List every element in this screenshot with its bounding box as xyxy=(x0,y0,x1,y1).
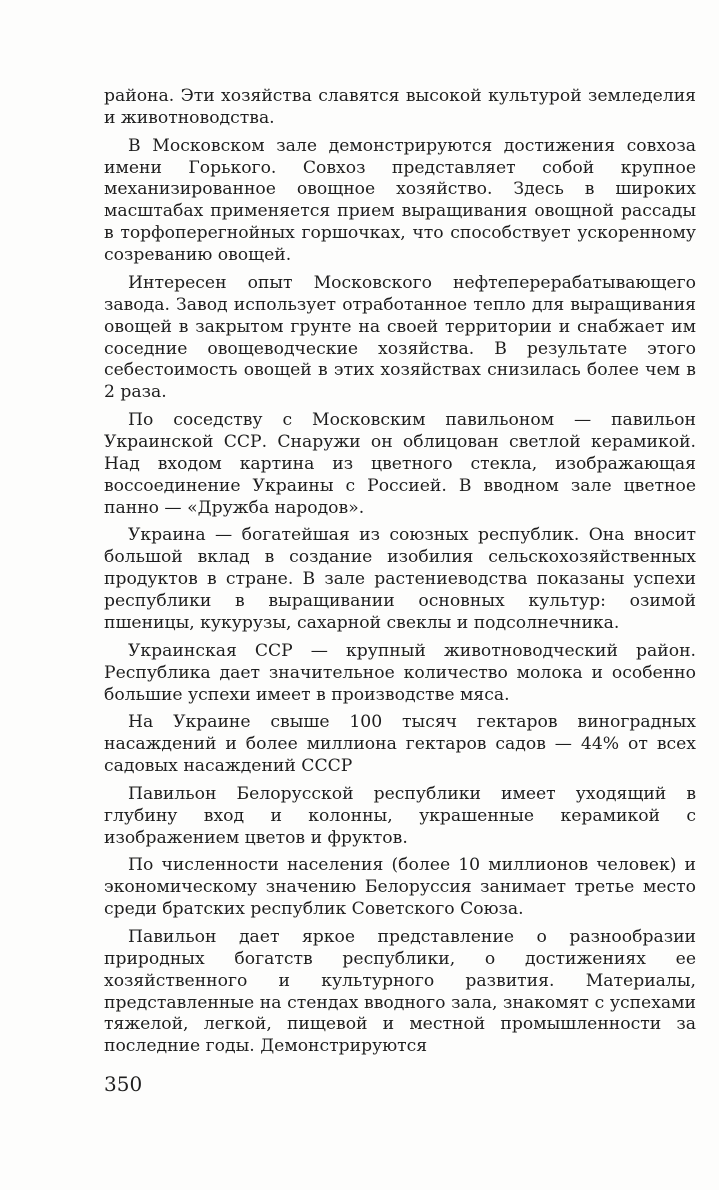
paragraph-5: Украина — богатейшая из союзных республик. Она вносит большой вклад в создание изобилия сельскохозяйственных продуктов в стране. В зале растениеводства показаны успехи республики в выращивании основных культур: озимой пшеницы, кукурузы, сахарной свеклы и подсолнечника. xyxy=(104,525,696,634)
page-number: 350 xyxy=(104,1072,143,1096)
paragraph-9: По численности населения (более 10 миллионов человек) и экономическому значению Белоруссия занимает третье место среди братских республик Советского Союза. xyxy=(104,855,696,920)
paragraph-4: По соседству с Московским павильоном — павильон Украинской ССР. Снаружи он облицован светлой керамикой. Над входом картина из цветного стекла, изображающая воссоединение Украины с Россией. В вводном зале цветное панно — «Дружба народов». xyxy=(104,410,696,518)
paragraph-2: В Московском зале демонстрируются достижения совхоза имени Горького. Совхоз представляет собой крупное механизированное овощное хозяйство. Здесь в широких масштабах применяется прием выращивания овощной рассады в торфоперегнойных горшочках, что способствует ускоренному созреванию овощей. xyxy=(104,135,696,266)
paragraph-6: Украинская ССР — крупный животноводческий район. Республика дает значительное количество молока и особенно большие успехи имеет в производстве мяса. xyxy=(104,640,696,705)
paragraph-1: района. Эти хозяйства славятся высокой культурой земледелия и животноводства. xyxy=(104,86,696,128)
paragraph-8: Павильон Белорусской республики имеет уходящий в глубину вход и колонны, украшенные керамикой с изображением цветов и фруктов. xyxy=(104,783,696,848)
paragraph-7: На Украине свыше 100 тысяч гектаров виноградных насаждений и более миллиона гектаров садов — 44% от всех садовых насаждений СССР xyxy=(104,712,696,777)
body-text xyxy=(104,86,696,1064)
paragraph-10: Павильон дает яркое представление о разнообразии природных богатств республики, о достижениях ее хозяйственного и культурного развития. Материалы, представленные на стендах вводного зала, знакомят с успехами тяжелой, легкой, пищевой и местной промышленности за последние годы. Демонстрируются xyxy=(104,926,696,1057)
paragraph-3: Интересен опыт Московского нефтеперерабатывающего завода. Завод использует отработанное тепло для выращивания овощей в закрытом грунте на своей территории и снабжает им соседние овощеводческие хозяйства. В результате этого себестоимость овощей в этих хозяйствах снизилась более чем в 2 раза. xyxy=(104,272,696,403)
